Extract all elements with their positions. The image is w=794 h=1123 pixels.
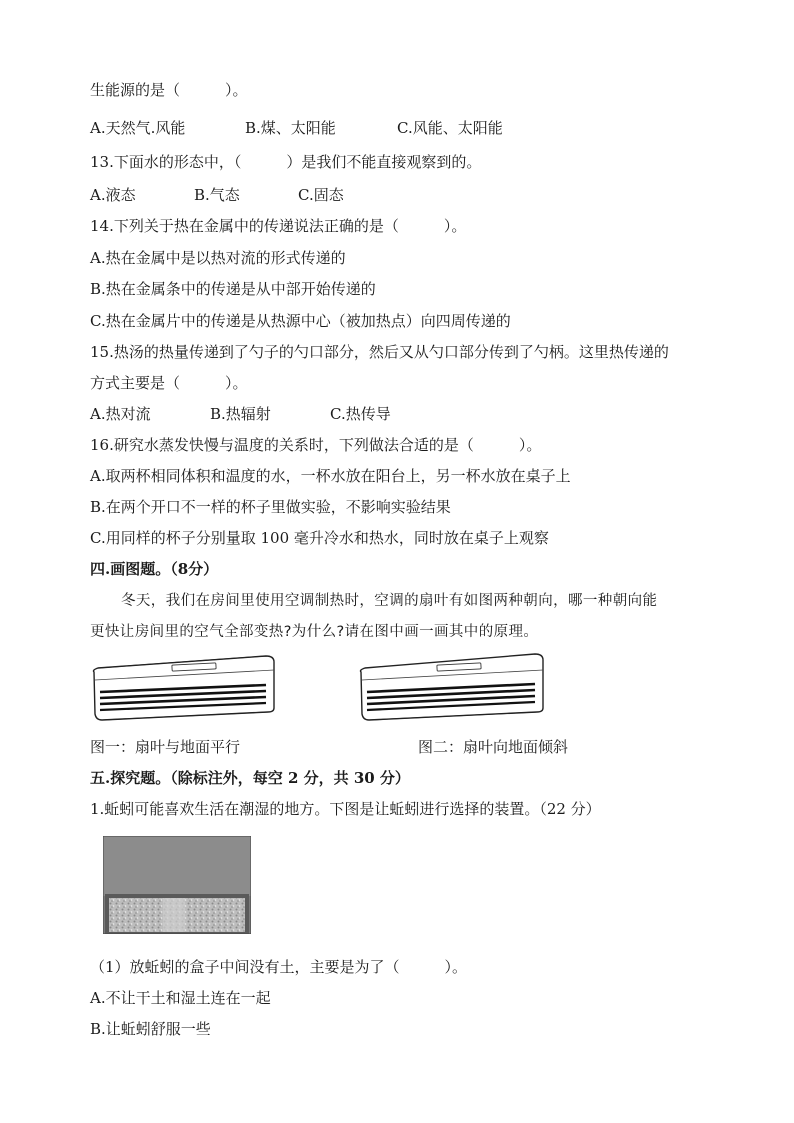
q13-option-b: B.气态	[194, 186, 240, 204]
q12-stem-cont: 生能源的是（ ）。	[90, 81, 248, 99]
q13-stem: 13.下面水的形态中，（ ）是我们不能直接观察到的。	[90, 153, 482, 171]
q15-stem-line1: 15.热汤的热量传递到了勺子的勺口部分，然后又从勺口部分传到了勺柄。这里热传递的	[90, 343, 669, 361]
q14-option-b: B.热在金属条中的传递是从中部开始传递的	[90, 280, 376, 298]
q13-options	[90, 185, 344, 205]
q15-options	[90, 404, 391, 424]
q12-option-a: A.天然气.风能	[90, 119, 186, 137]
q14-stem: 14.下列关于热在金属中的传递说法正确的是（ ）。	[90, 217, 467, 235]
figure1-caption: 图一：扇叶与地面平行	[90, 738, 241, 756]
q16-option-a: A.取两杯相同体积和温度的水，一杯水放在阳台上，另一杯水放在桌子上	[90, 467, 571, 485]
section5-q1-stem: 1.蚯蚓可能喜欢生活在潮湿的地方。下图是让蚯蚓进行选择的装置。（22 分）	[90, 800, 601, 818]
q12-option-b: B.煤、太阳能	[245, 119, 336, 137]
q14-option-c: C.热在金属片中的传递是从热源中心（被加热点）向四周传递的	[90, 312, 511, 330]
figure2-caption: 图二：扇叶向地面倾斜	[418, 738, 569, 756]
earthworm-box-photo	[103, 836, 251, 934]
q15-option-c: C.热传导	[330, 405, 391, 423]
section5-sub1-option-b: B.让蚯蚓舒服一些	[90, 1020, 211, 1038]
section4-heading: 四.画图题。（8分）	[90, 560, 219, 578]
section4-paragraph-line2: 更快让房间里的空气全部变热?为什么?请在图中画一画其中的原理。	[90, 624, 539, 640]
q12-options	[90, 118, 503, 138]
q16-option-c: C.用同样的杯子分别量取 100 毫升冷水和热水，同时放在桌子上观察	[90, 529, 549, 547]
q15-stem-line2: 方式主要是（ ）。	[90, 374, 248, 392]
q13-option-c: C.固态	[298, 186, 344, 204]
air-conditioner-parallel-figure	[88, 650, 284, 726]
q16-stem: 16.研究水蒸发快慢与温度的关系时，下列做法合适的是（ ）。	[90, 436, 542, 454]
section4-paragraph-line1: 冬天，我们在房间里使用空调制热时，空调的扇叶有如图两种朝向，哪一种朝向能	[121, 593, 658, 609]
q15-option-b: B.热辐射	[210, 405, 271, 423]
q15-option-a: A.热对流	[90, 405, 151, 423]
q12-option-c: C.风能、太阳能	[397, 119, 503, 137]
q16-option-b: B.在两个开口不一样的杯子里做实验，不影响实验结果	[90, 498, 451, 516]
air-conditioner-tilted-figure	[355, 648, 551, 726]
section5-sub1-option-a: A.不让干土和湿土连在一起	[90, 989, 271, 1007]
section5-sub1-stem: （1）放蚯蚓的盒子中间没有土，主要是为了（ ）。	[90, 958, 468, 976]
q14-option-a: A.热在金属中是以热对流的形式传递的	[90, 249, 346, 267]
section5-heading: 五.探究题。（除标注外，每空 2 分，共 30 分）	[90, 769, 410, 787]
q13-option-a: A.液态	[90, 186, 136, 204]
